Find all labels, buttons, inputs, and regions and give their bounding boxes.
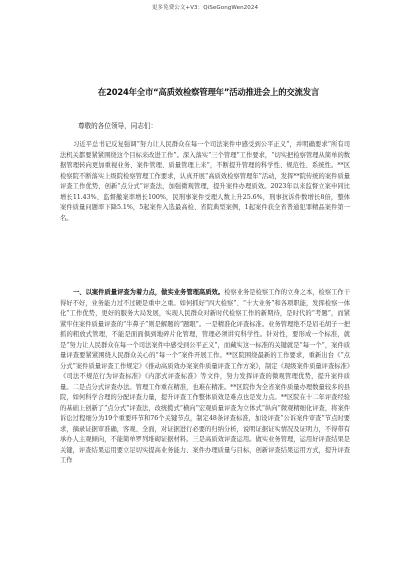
page-header: 更多免费公文+V3：QiSeGongWen2024	[151, 5, 259, 11]
salutation: 尊敬的各位领导，同志们：	[78, 122, 158, 130]
paragraph	[60, 288, 350, 467]
section-heading: 一、以案件质量评查为着力点，做实业务管理高质效。	[73, 289, 225, 296]
paragraph	[60, 140, 350, 224]
paragraph-body: 检察业务是检察工作的立身之本，检察工作干得好不好，业务能力过不过硬是重中之重。如何抓好“四大检察”、“十大业务”和各项职能，发挥检察一体化”工作优势，更好的服务大局发展，实现人民群众对新时代检察工作的新期待，是时代的“考题”，而紧紧牢住案件质量评查的“牛鼻子”则是解题的“题眼”。一是精准化评查标准。业务管理绝不是眉毛胡子一把抓的粗放式管理，不能是面面俱到地碎片化管理，管理必须讲究科学性。针对性，要形成一个标准，就是“努力让人民群众在每一个司法案件中感受到公平正义”，而藏实这一标准的关键就是“每一个”，案件质量评查要紧紧围绕人民群众关心的“每一个”案件开展工作。**区院围绕最新的工作要求，重新出台《“点分式”案件质量评查工作规定》《推动高质效办案案件质量评查工作方案》，制定《现级案件质量评查标准》《司法不规范行为评查标准》《内部式评查标准》等文件，努力发挥评查的微观管理优势，提升案件质量。二是点分式评查办法。管理工作重在精准，也难在精准。**区院作为全省案件质量办理数量较多的县院，如何科学合理的分配评查力量，提升评查工作整体质效是难点也是发力点。**区院在十二年评查经验的基础上创新了“点分式”评查法，改统揽式“横向”宏观质量评查为立体式“纵向”微观精细化评查，将案件诉讼过程细分为19个重要环节和76个关键节点，制定48条评查标准，加设评查“公诉案件审查”节点时要求，摘录证据审准确，客观、全面，对证据进行必要的归纳分析，说明证据证实情况及证明力，不得带有承办人主观倾向，不能简单罗列堆砌证据材料。三是高质效评查运用。做实业务管理，运用好评查结果是关键，评查结果运用要立足切实提高业务能力、案件办理质量与目标，创新评查结果运用方式，提升评查工作	[60, 289, 350, 464]
document-title: 在2024年全市“高质效检察管理年”活动推进会上的交流发言	[97, 87, 320, 97]
paragraph-body: 习近平总书记反复强调“努力让人民群众在每一个司法案件中感受到公平正义”，并明确要求“所有司法机关都要紧紧围绕这个目标来改进工作”。深入落实“三个管理”工作要求，“切实把检察管理从简单的数据管理转向更加重视业务、案件管理、质量管理上来”，不断提升管理的科学性、规范性、系统性。**区检察院不断落实上级院检察管理工作要求，认真开展“高质效检察管理年”活动，发挥**院传统的案件质量评查工作优势，创新“点分式”评查法，加强微观管理，提升案件办理质效。2023年以来监督立案申同比增长11.43%、监督撤案率增长100%，民刑事案件受理人数上升25.6%，刑事抗诉件数增长8倍，整体案件质量问题率下降5.1%，5起案件入选最高检、省院典型案例，1起案件获全省普通犯罪精品案件第一名。	[60, 141, 350, 222]
